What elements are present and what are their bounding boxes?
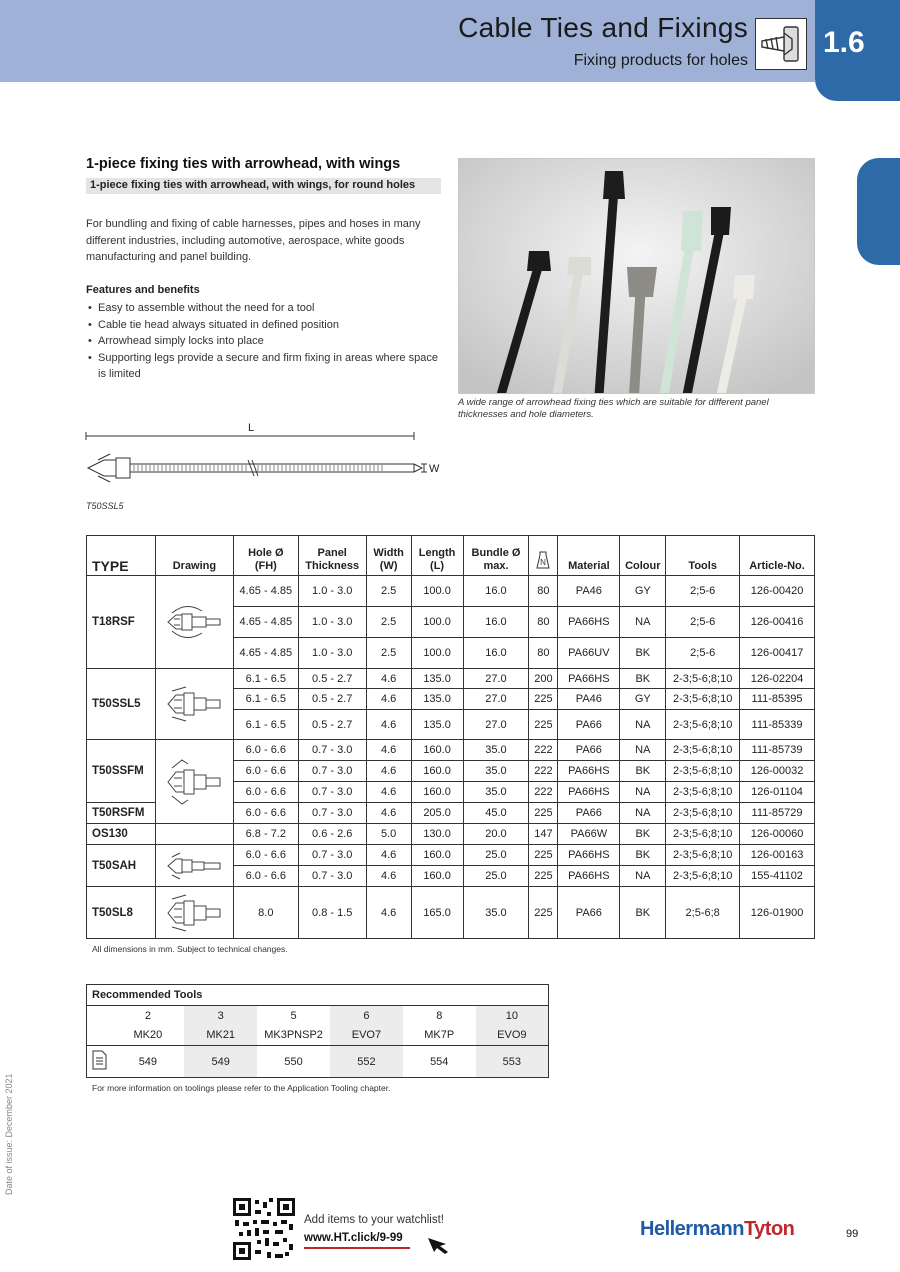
tool-number: 8 <box>436 1009 443 1022</box>
table-cell: 225 <box>529 689 558 710</box>
table-cell: 6.1 - 6.5 <box>233 669 298 689</box>
table-cell: 2.5 <box>366 638 411 669</box>
table-cell: 2;5-6 <box>666 576 740 607</box>
tool-name: EVO7 <box>330 1026 403 1046</box>
table-cell: 4.6 <box>366 803 411 824</box>
table-cell: PA66HS <box>558 845 620 866</box>
table-cell: 0.7 - 3.0 <box>298 740 366 761</box>
tool-name: MK20 <box>111 1026 184 1046</box>
table-cell: 2-3;5-6;8;10 <box>666 761 740 782</box>
watchlist-text: Add items to your watchlist! <box>304 1214 444 1226</box>
type-drawing <box>155 576 233 669</box>
table-cell: 4.6 <box>366 782 411 803</box>
tool-name: MK21 <box>184 1026 257 1046</box>
table-cell: PA66HS <box>558 607 620 638</box>
table-cell: 0.5 - 2.7 <box>298 689 366 710</box>
type-name: T50SL8 <box>87 887 156 939</box>
table-cell: BK <box>620 887 666 939</box>
type-name: T50SSL5 <box>87 669 156 740</box>
drawing-label: T50SSL5 <box>86 501 124 511</box>
table-cell: PA46 <box>558 689 620 710</box>
tool-number: 2 <box>144 1009 151 1022</box>
tool-number: 3 <box>184 1006 257 1026</box>
table-cell: PA66W <box>558 824 620 845</box>
table-row <box>87 669 815 689</box>
table-cell: 126-00163 <box>740 845 815 866</box>
tools-table <box>86 984 549 1078</box>
table-cell: GY <box>620 576 666 607</box>
table-cell: PA46 <box>558 576 620 607</box>
col-panel: Panel Thickness <box>298 536 366 576</box>
table-cell: 126-00417 <box>740 638 815 669</box>
document-icon <box>87 1046 112 1078</box>
screw-fixing-icon <box>755 18 807 70</box>
page-title: Cable Ties and Fixings <box>458 12 748 43</box>
table-cell: 222 <box>529 740 558 761</box>
type-drawing <box>155 887 233 939</box>
table-cell: 111-85729 <box>740 803 815 824</box>
table-header-row <box>87 536 815 576</box>
table-cell: 6.0 - 6.6 <box>233 782 298 803</box>
table-cell: 35.0 <box>463 761 529 782</box>
dimension-w-label: W <box>429 463 440 475</box>
feature-item: • Supporting legs provide a secure and firm fixing in areas where space is limited <box>86 350 442 383</box>
table-cell: 0.7 - 3.0 <box>298 761 366 782</box>
table-cell: 16.0 <box>463 607 529 638</box>
table-cell: 147 <box>529 824 558 845</box>
table-cell: 25.0 <box>463 866 529 887</box>
table-cell: 126-00060 <box>740 824 815 845</box>
table-cell: 126-01104 <box>740 782 815 803</box>
table-cell: 4.6 <box>366 866 411 887</box>
type-drawing <box>155 740 233 824</box>
table-cell: 1.0 - 3.0 <box>298 607 366 638</box>
table-cell: 35.0 <box>463 782 529 803</box>
col-hole: Hole Ø (FH) <box>233 536 298 576</box>
watchlist-link[interactable]: www.HT.click/9-99 <box>304 1232 403 1244</box>
table-cell: 2;5-6 <box>666 638 740 669</box>
table-cell: 6.8 - 7.2 <box>233 824 298 845</box>
table-cell: 6.0 - 6.6 <box>233 740 298 761</box>
type-name: T50SSFM <box>87 740 156 803</box>
feature-item: • Easy to assemble without the need for a tool <box>86 300 442 317</box>
table-cell: NA <box>620 710 666 740</box>
table-cell: 80 <box>529 638 558 669</box>
tool-number: 5 <box>290 1009 297 1022</box>
technical-drawing <box>84 418 444 488</box>
table-cell: 0.5 - 2.7 <box>298 669 366 689</box>
table-cell: NA <box>620 866 666 887</box>
table-cell: 126-00416 <box>740 607 815 638</box>
table-cell: 20.0 <box>463 824 529 845</box>
table-cell: 6.0 - 6.6 <box>233 803 298 824</box>
weight-icon <box>535 549 551 569</box>
tool-number: 6 <box>330 1006 403 1026</box>
table-row <box>87 740 815 761</box>
table-cell: 1.0 - 3.0 <box>298 638 366 669</box>
table-cell: 0.5 - 2.7 <box>298 710 366 740</box>
table-cell: 225 <box>529 803 558 824</box>
qr-code-icon[interactable] <box>233 1198 295 1260</box>
arrow-cursor-icon <box>426 1234 452 1254</box>
table-cell: 6.1 - 6.5 <box>233 710 298 740</box>
table-row <box>87 824 815 845</box>
type-drawing <box>155 669 233 740</box>
table-row <box>87 576 815 607</box>
table-cell: 165.0 <box>411 887 463 939</box>
brand-logo: HellermannTyton <box>640 1218 795 1240</box>
table-cell: 4.65 - 4.85 <box>233 607 298 638</box>
features-list <box>86 300 442 383</box>
table-cell: 222 <box>529 761 558 782</box>
table-cell: 135.0 <box>411 689 463 710</box>
table-cell: 2;5-6 <box>666 607 740 638</box>
table-row <box>87 887 815 939</box>
table-cell: 225 <box>529 887 558 939</box>
table-cell: 2-3;5-6;8;10 <box>666 740 740 761</box>
table-cell: 155-41102 <box>740 866 815 887</box>
table-cell: 2-3;5-6;8;10 <box>666 803 740 824</box>
table-cell: 16.0 <box>463 638 529 669</box>
table-cell: 225 <box>529 845 558 866</box>
table-cell: PA66 <box>558 740 620 761</box>
table-cell: 80 <box>529 576 558 607</box>
table-cell: BK <box>620 824 666 845</box>
tool-page: 549 <box>111 1046 184 1078</box>
tool-name: MK3PNSP2 <box>257 1026 330 1046</box>
table-cell: 111-85395 <box>740 689 815 710</box>
table-cell: BK <box>620 761 666 782</box>
table-cell: PA66 <box>558 803 620 824</box>
table-cell: 2-3;5-6;8;10 <box>666 845 740 866</box>
tools-title: Recommended Tools <box>87 985 549 1006</box>
table-cell: 6.0 - 6.6 <box>233 845 298 866</box>
col-material: Material <box>558 536 620 576</box>
table-cell: 5.0 <box>366 824 411 845</box>
side-tab[interactable] <box>857 158 900 265</box>
table-cell: 0.7 - 3.0 <box>298 803 366 824</box>
table-cell: 4.6 <box>366 845 411 866</box>
table-cell: 4.6 <box>366 710 411 740</box>
table-cell: 205.0 <box>411 803 463 824</box>
table-cell: 35.0 <box>463 887 529 939</box>
table-cell: 4.6 <box>366 887 411 939</box>
table-cell: 135.0 <box>411 669 463 689</box>
tool-page: 550 <box>257 1046 330 1078</box>
tool-name: MK7P <box>403 1026 476 1046</box>
table-cell: 126-00032 <box>740 761 815 782</box>
table-cell: PA66HS <box>558 782 620 803</box>
type-drawing <box>155 824 233 845</box>
table-cell: 225 <box>529 710 558 740</box>
table-cell: 27.0 <box>463 710 529 740</box>
table-cell: 45.0 <box>463 803 529 824</box>
table-cell: BK <box>620 638 666 669</box>
tools-note: For more information on toolings please refer to the Application Tooling chapter. <box>92 1083 391 1093</box>
tool-number: 10 <box>476 1006 549 1026</box>
table-cell: 2-3;5-6;8;10 <box>666 782 740 803</box>
features-title: Features and benefits <box>86 284 200 296</box>
table-cell: 2-3;5-6;8;10 <box>666 689 740 710</box>
table-cell: 111-85339 <box>740 710 815 740</box>
table-cell: 135.0 <box>411 710 463 740</box>
table-cell: 126-00420 <box>740 576 815 607</box>
table-cell: 160.0 <box>411 761 463 782</box>
col-length: Length (L) <box>411 536 463 576</box>
table-cell: 35.0 <box>463 740 529 761</box>
table-cell: 2.5 <box>366 607 411 638</box>
table-cell: 200 <box>529 669 558 689</box>
table-cell: 6.0 - 6.6 <box>233 866 298 887</box>
table-cell: GY <box>620 689 666 710</box>
table-cell: PA66 <box>558 887 620 939</box>
table-cell: NA <box>620 803 666 824</box>
table-cell: 16.0 <box>463 576 529 607</box>
table-cell: 4.6 <box>366 689 411 710</box>
table-cell: 6.1 - 6.5 <box>233 689 298 710</box>
photo-caption: A wide range of arrowhead fixing ties which are suitable for different panel thicknesses and hole diameters. <box>458 397 769 420</box>
issue-date: Date of issue: December 2021 <box>4 1073 14 1195</box>
table-cell: 2-3;5-6;8;10 <box>666 866 740 887</box>
col-colour: Colour <box>620 536 666 576</box>
table-cell: NA <box>620 607 666 638</box>
table-cell: PA66HS <box>558 761 620 782</box>
tool-page: 554 <box>403 1046 476 1078</box>
tool-page: 552 <box>330 1046 403 1078</box>
svg-text:N: N <box>540 558 547 567</box>
table-cell: BK <box>620 669 666 689</box>
table-cell: 225 <box>529 866 558 887</box>
feature-item: • Arrowhead simply locks into place <box>86 333 442 350</box>
col-width: Width (W) <box>366 536 411 576</box>
type-name: T50RSFM <box>87 803 156 824</box>
product-photo <box>458 158 815 394</box>
chapter-tab[interactable] <box>815 0 900 101</box>
table-cell: PA66HS <box>558 866 620 887</box>
tool-page: 553 <box>476 1046 549 1078</box>
product-table <box>86 535 815 939</box>
table-cell: PA66HS <box>558 669 620 689</box>
table-cell: 160.0 <box>411 866 463 887</box>
col-article: Article-No. <box>740 536 815 576</box>
table-cell: 126-02204 <box>740 669 815 689</box>
table-cell: 2.5 <box>366 576 411 607</box>
chapter-number: 1.6 <box>823 26 865 59</box>
table-cell: 0.8 - 1.5 <box>298 887 366 939</box>
table-cell: 4.6 <box>366 669 411 689</box>
table-cell: 100.0 <box>411 576 463 607</box>
dimension-l-label: L <box>248 422 255 434</box>
col-tensile <box>529 536 558 576</box>
col-type: TYPE <box>87 536 156 576</box>
table-cell: 80 <box>529 607 558 638</box>
page-number: 99 <box>846 1228 859 1240</box>
table-cell: BK <box>620 845 666 866</box>
feature-item: • Cable tie head always situated in defined position <box>86 317 442 334</box>
type-name: T18RSF <box>87 576 156 669</box>
table-cell: 130.0 <box>411 824 463 845</box>
product-subtitle: 1-piece fixing ties with arrowhead, with wings, for round holes <box>86 178 441 194</box>
table-cell: NA <box>620 740 666 761</box>
tool-page: 549 <box>184 1046 257 1078</box>
page-subtitle: Fixing products for holes <box>573 52 748 69</box>
table-cell: 160.0 <box>411 740 463 761</box>
table-cell: 6.0 - 6.6 <box>233 761 298 782</box>
table-cell: 8.0 <box>233 887 298 939</box>
table-cell: 27.0 <box>463 669 529 689</box>
type-name: T50SAH <box>87 845 156 887</box>
table-cell: 4.6 <box>366 740 411 761</box>
table-cell: 4.6 <box>366 761 411 782</box>
table-cell: 100.0 <box>411 638 463 669</box>
table-cell: PA66 <box>558 710 620 740</box>
table-cell: 27.0 <box>463 689 529 710</box>
table-cell: 2-3;5-6;8;10 <box>666 669 740 689</box>
type-name: OS130 <box>87 824 156 845</box>
table-row <box>87 845 815 866</box>
table-cell: 222 <box>529 782 558 803</box>
col-tools: Tools <box>666 536 740 576</box>
table-cell: 160.0 <box>411 782 463 803</box>
col-bundle: Bundle Ø max. <box>463 536 529 576</box>
table-cell: 1.0 - 3.0 <box>298 576 366 607</box>
watchlist-underline <box>304 1247 410 1249</box>
table-cell: 2-3;5-6;8;10 <box>666 710 740 740</box>
tool-name: EVO9 <box>476 1026 549 1046</box>
table-cell: 0.7 - 3.0 <box>298 866 366 887</box>
table-cell: 0.7 - 3.0 <box>298 845 366 866</box>
table-cell: 0.6 - 2.6 <box>298 824 366 845</box>
table-cell: 2;5-6;8 <box>666 887 740 939</box>
table-cell: 2-3;5-6;8;10 <box>666 824 740 845</box>
table-cell: 100.0 <box>411 607 463 638</box>
table-cell: 4.65 - 4.85 <box>233 638 298 669</box>
table-cell: PA66UV <box>558 638 620 669</box>
table-note: All dimensions in mm. Subject to technical changes. <box>92 944 288 954</box>
table-cell: 0.7 - 3.0 <box>298 782 366 803</box>
product-title: 1-piece fixing ties with arrowhead, with wings <box>86 156 401 172</box>
table-cell: 111-85739 <box>740 740 815 761</box>
table-cell: 160.0 <box>411 845 463 866</box>
product-intro: For bundling and fixing of cable harnesses, pipes and hoses in many different industries, including automotive, aerospace, white goods manufacturing and panel building. <box>86 218 421 263</box>
table-cell: 25.0 <box>463 845 529 866</box>
table-cell: 4.65 - 4.85 <box>233 576 298 607</box>
col-drawing: Drawing <box>155 536 233 576</box>
table-cell: NA <box>620 782 666 803</box>
table-cell: 126-01900 <box>740 887 815 939</box>
type-drawing <box>155 845 233 887</box>
